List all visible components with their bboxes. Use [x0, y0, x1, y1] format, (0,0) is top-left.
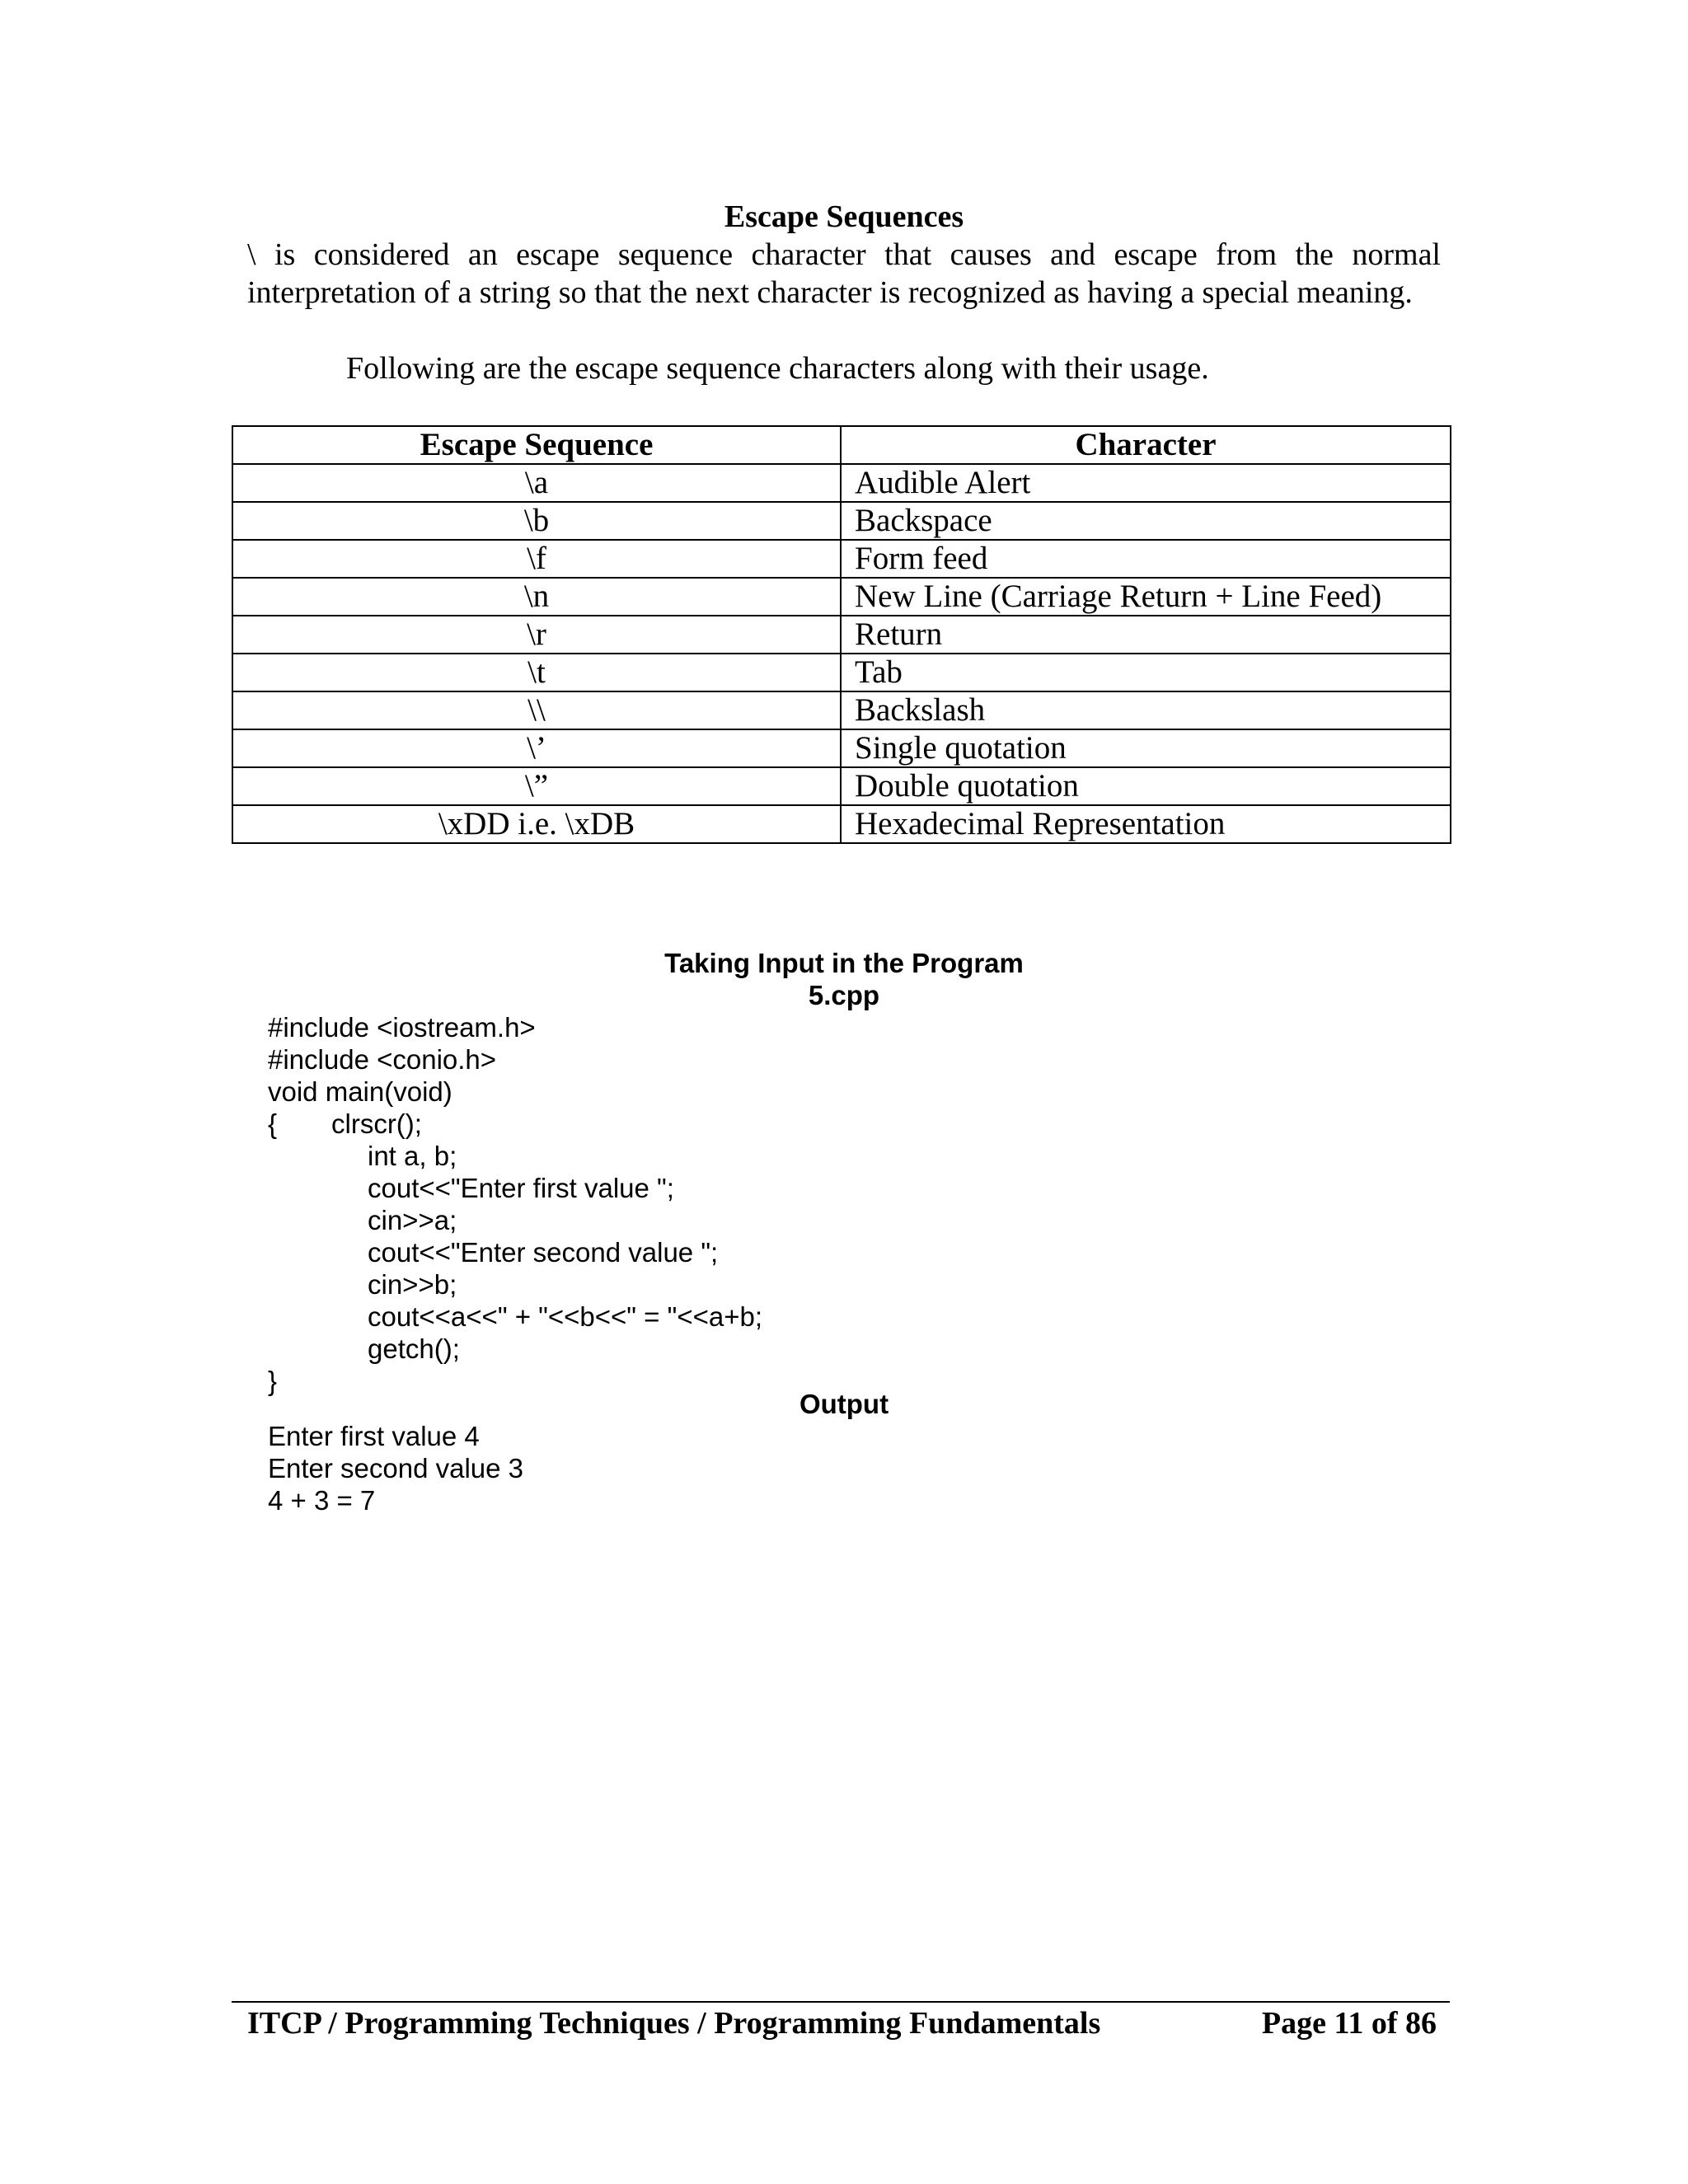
code-line: cin>>a; [368, 1205, 457, 1235]
escape-cell: \” [232, 767, 841, 805]
output-line: 4 + 3 = 7 [268, 1485, 376, 1516]
character-cell: Audible Alert [841, 464, 1451, 502]
code-line: cout<<"Enter first value "; [368, 1173, 674, 1203]
escape-cell: \n [232, 578, 841, 616]
character-cell: New Line (Carriage Return + Line Feed) [841, 578, 1451, 616]
program-title: Taking Input in the Program [664, 948, 1024, 978]
output-line: Enter first value 4 [268, 1421, 480, 1451]
table-header-row [232, 426, 1451, 464]
escape-cell: \a [232, 464, 841, 502]
output-line: Enter second value 3 [268, 1453, 524, 1483]
table-row [232, 578, 1451, 616]
footer-divider [232, 2001, 1450, 2003]
escape-cell: \r [232, 616, 841, 654]
column-header-character: Character [841, 426, 1451, 464]
escape-cell: \f [232, 540, 841, 578]
character-cell: Return [841, 616, 1451, 654]
table-row [232, 767, 1451, 805]
character-cell: Form feed [841, 540, 1451, 578]
escape-cell: \t [232, 654, 841, 691]
output-title: Output [799, 1389, 889, 1419]
intro-paragraph: \ is considered an escape sequence character that causes and escape from the normal interpretation of a string so that the next character is recognized as having a special meaning. [247, 237, 1441, 310]
table-row [232, 654, 1451, 691]
footer-course-path: ITCP / Programming Techniques / Programming Fundamentals [247, 2006, 1101, 2041]
escape-cell: \\ [232, 691, 841, 729]
section-title: Escape Sequences [724, 199, 964, 234]
escape-sequence-table [232, 425, 1451, 844]
table-row [232, 729, 1451, 767]
code-line: #include <conio.h> [268, 1044, 497, 1075]
code-line: clrscr(); [331, 1108, 422, 1139]
code-line: { [268, 1108, 278, 1139]
character-cell: Hexadecimal Representation [841, 805, 1451, 843]
footer-page-number: Page 11 of 86 [1261, 2006, 1437, 2041]
code-line: } [268, 1366, 278, 1396]
character-cell: Double quotation [841, 767, 1451, 805]
code-line: void main(void) [268, 1076, 452, 1107]
table-row [232, 805, 1451, 843]
code-line: #include <iostream.h> [268, 1012, 536, 1043]
character-cell: Backslash [841, 691, 1451, 729]
escape-cell: \b [232, 502, 841, 540]
escape-cell: \’ [232, 729, 841, 767]
column-header-escape-sequence: Escape Sequence [232, 426, 841, 464]
table-row [232, 502, 1451, 540]
table-row [232, 691, 1451, 729]
table-row [232, 616, 1451, 654]
escape-cell: \xDD i.e. \xDB [232, 805, 841, 843]
character-cell: Tab [841, 654, 1451, 691]
table-row [232, 540, 1451, 578]
code-line: cout<<"Enter second value "; [368, 1237, 719, 1268]
code-line: cout<<a<<" + "<<b<<" = "<<a+b; [368, 1301, 763, 1332]
code-line: int a, b; [368, 1141, 457, 1171]
code-line: cin>>b; [368, 1269, 457, 1300]
table-row [232, 464, 1451, 502]
program-filename: 5.cpp [808, 980, 880, 1010]
character-cell: Single quotation [841, 729, 1451, 767]
code-line: getch(); [368, 1333, 460, 1364]
intro-follow-line: Following are the escape sequence characters along with their usage. [346, 351, 1209, 386]
character-cell: Backspace [841, 502, 1451, 540]
